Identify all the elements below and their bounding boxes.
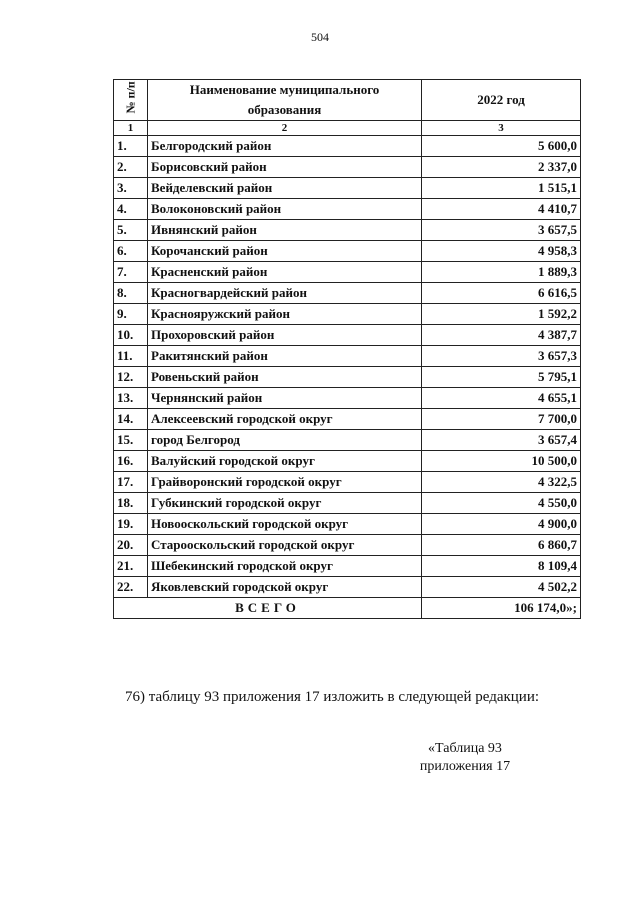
table-row xyxy=(114,178,581,199)
row-value: 6 860,7 xyxy=(422,535,581,556)
row-name: Ракитянский район xyxy=(148,346,422,367)
allocation-table xyxy=(113,79,581,619)
header-year: 2022 год xyxy=(422,80,581,121)
table-row xyxy=(114,472,581,493)
row-number: 19. xyxy=(114,514,148,535)
row-value: 3 657,3 xyxy=(422,346,581,367)
row-name: Валуйский городской округ xyxy=(148,451,422,472)
row-number: 2. xyxy=(114,157,148,178)
table-reference-line: приложения 17 xyxy=(419,759,511,774)
row-value: 4 958,3 xyxy=(422,241,581,262)
total-value: 106 174,0»; xyxy=(422,598,581,619)
row-name: Губкинский городской округ xyxy=(148,493,422,514)
row-number: 22. xyxy=(114,577,148,598)
row-name: Старооскольский городской округ xyxy=(148,535,422,556)
total-row xyxy=(114,598,581,619)
row-number: 6. xyxy=(114,241,148,262)
row-name: Белгородский район xyxy=(148,136,422,157)
table-row xyxy=(114,409,581,430)
row-value: 4 655,1 xyxy=(422,388,581,409)
table-row xyxy=(114,283,581,304)
row-name: город Белгород xyxy=(148,430,422,451)
table-row xyxy=(114,136,581,157)
table-reference xyxy=(410,740,520,776)
row-name: Борисовский район xyxy=(148,157,422,178)
table-row xyxy=(114,451,581,472)
table-row xyxy=(114,157,581,178)
row-value: 1 592,2 xyxy=(422,304,581,325)
row-number: 5. xyxy=(114,220,148,241)
row-name: Новооскольский городской округ xyxy=(148,514,422,535)
row-value: 4 502,2 xyxy=(422,577,581,598)
row-name: Грайворонский городской округ xyxy=(148,472,422,493)
column-index: 2 xyxy=(148,121,422,136)
row-name: Яковлевский городской округ xyxy=(148,577,422,598)
header-num: № п/п xyxy=(114,80,148,121)
row-name: Красненский район xyxy=(148,262,422,283)
table-row xyxy=(114,577,581,598)
row-value: 4 900,0 xyxy=(422,514,581,535)
row-number: 3. xyxy=(114,178,148,199)
table-row xyxy=(114,556,581,577)
table-row xyxy=(114,367,581,388)
row-name: Чернянский район xyxy=(148,388,422,409)
table-row xyxy=(114,346,581,367)
column-index: 3 xyxy=(422,121,581,136)
instruction-text: 76) таблицу 93 приложения 17 изложить в следующей редакции: xyxy=(125,689,540,705)
row-value: 5 795,1 xyxy=(422,367,581,388)
row-name: Корочанский район xyxy=(148,241,422,262)
row-value: 4 322,5 xyxy=(422,472,581,493)
table-row xyxy=(114,220,581,241)
row-number: 9. xyxy=(114,304,148,325)
column-index-row xyxy=(114,121,581,136)
row-name: Краснояружский район xyxy=(148,304,422,325)
table-header-row xyxy=(114,80,581,121)
row-value: 3 657,4 xyxy=(422,430,581,451)
row-name: Алексеевский городской округ xyxy=(148,409,422,430)
row-number: 17. xyxy=(114,472,148,493)
row-value: 4 410,7 xyxy=(422,199,581,220)
table-row xyxy=(114,535,581,556)
row-number: 7. xyxy=(114,262,148,283)
row-value: 3 657,5 xyxy=(422,220,581,241)
row-number: 4. xyxy=(114,199,148,220)
table-row xyxy=(114,514,581,535)
row-number: 1. xyxy=(114,136,148,157)
table-row xyxy=(114,325,581,346)
row-value: 2 337,0 xyxy=(422,157,581,178)
column-index: 1 xyxy=(114,121,148,136)
row-number: 20. xyxy=(114,535,148,556)
row-value: 7 700,0 xyxy=(422,409,581,430)
row-value: 6 616,5 xyxy=(422,283,581,304)
row-number: 14. xyxy=(114,409,148,430)
row-value: 8 109,4 xyxy=(422,556,581,577)
row-number: 10. xyxy=(114,325,148,346)
row-value: 4 550,0 xyxy=(422,493,581,514)
row-number: 18. xyxy=(114,493,148,514)
row-name: Вейделевский район xyxy=(148,178,422,199)
row-number: 15. xyxy=(114,430,148,451)
row-name: Прохоровский район xyxy=(148,325,422,346)
row-value: 5 600,0 xyxy=(422,136,581,157)
row-number: 21. xyxy=(114,556,148,577)
row-value: 4 387,7 xyxy=(422,325,581,346)
row-name: Красногвардейский район xyxy=(148,283,422,304)
table-row xyxy=(114,262,581,283)
row-value: 10 500,0 xyxy=(422,451,581,472)
table-row xyxy=(114,241,581,262)
row-value: 1 515,1 xyxy=(422,178,581,199)
row-number: 16. xyxy=(114,451,148,472)
row-number: 11. xyxy=(114,346,148,367)
header-name: Наименование муниципального образования xyxy=(148,80,422,121)
table-row xyxy=(114,304,581,325)
table-reference-line: «Таблица 93 xyxy=(428,741,502,756)
row-number: 13. xyxy=(114,388,148,409)
row-value: 1 889,3 xyxy=(422,262,581,283)
table-row xyxy=(114,388,581,409)
row-number: 12. xyxy=(114,367,148,388)
row-name: Шебекинский городской округ xyxy=(148,556,422,577)
row-name: Волоконовский район xyxy=(148,199,422,220)
table-row xyxy=(114,430,581,451)
table-row xyxy=(114,199,581,220)
page-number: 504 xyxy=(311,30,329,44)
total-label: ВСЕГО xyxy=(114,598,422,619)
row-name: Ровеньский район xyxy=(148,367,422,388)
row-name: Ивнянский район xyxy=(148,220,422,241)
table-row xyxy=(114,493,581,514)
row-number: 8. xyxy=(114,283,148,304)
